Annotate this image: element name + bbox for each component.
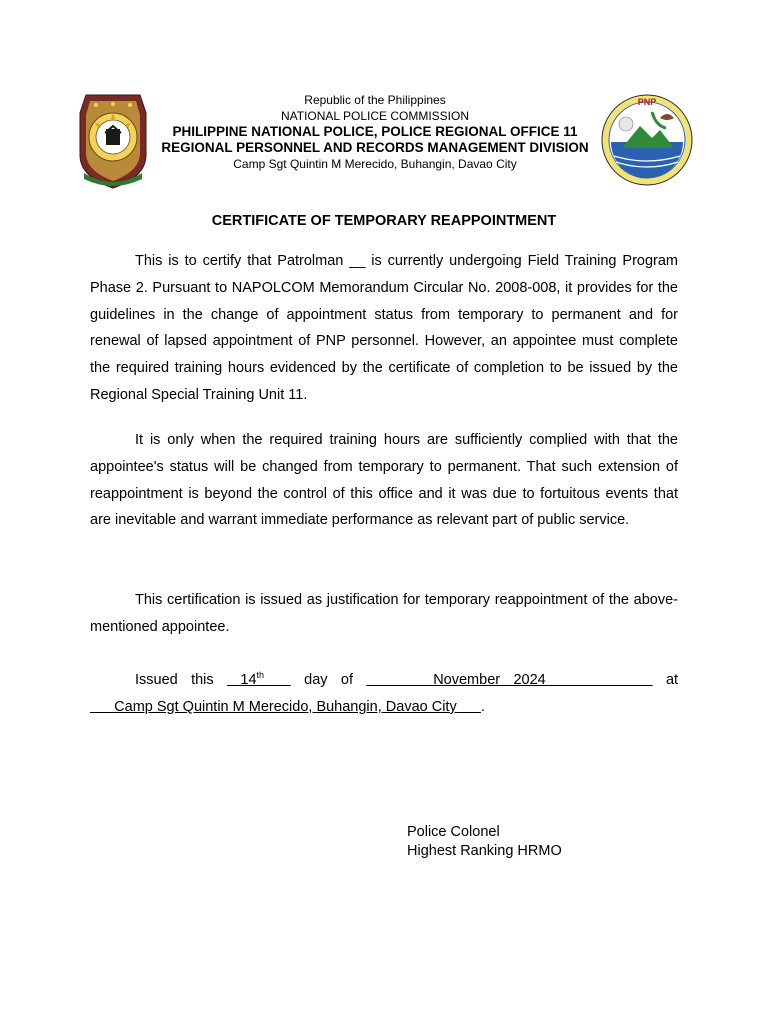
pro11-seal-text: PNP bbox=[637, 97, 657, 107]
signature-block bbox=[407, 823, 562, 861]
signatory-position: Highest Ranking HRMO bbox=[407, 843, 562, 859]
issued-day-suffix: th bbox=[256, 670, 265, 681]
letterhead-republic: Republic of the Philippines bbox=[304, 93, 446, 107]
body-paragraph-3 bbox=[90, 587, 678, 641]
issued-at: at bbox=[665, 672, 679, 688]
letterhead-napolcom: NATIONAL POLICE COMMISSION bbox=[280, 109, 470, 123]
body-paragraph-1 bbox=[90, 248, 678, 409]
pro11-seal-icon bbox=[600, 92, 694, 188]
letterhead bbox=[150, 92, 600, 172]
body-paragraph-2 bbox=[90, 427, 678, 534]
issued-end: . bbox=[480, 698, 485, 715]
issued-day-field bbox=[227, 672, 291, 688]
issued-day-of: day of bbox=[304, 672, 354, 688]
pnp-seal-icon bbox=[76, 93, 150, 189]
issued-day: 14 bbox=[240, 672, 257, 688]
letterhead-address: Camp Sgt Quintin M Merecido, Buhangin, Davao City bbox=[233, 157, 517, 171]
issued-month-year-field bbox=[366, 672, 652, 688]
signatory-rank: Police Colonel bbox=[407, 824, 500, 840]
letterhead-division: REGIONAL PERSONNEL AND RECORDS MANAGEMENT DIVISION bbox=[161, 140, 589, 155]
issued-month-year: November 2024 bbox=[433, 672, 546, 688]
issued-place: Camp Sgt Quintin M Merecido, Buhangin, Davao City bbox=[114, 698, 457, 715]
body-paragraph-3-text: This certification is issued as justification for temporary reappointment of the above-mentioned appointee. bbox=[90, 592, 678, 635]
body-paragraph-2-text: It is only when the required training hours are sufficiently complied with that the appointee's status will be changed from temporary to permanent. That such extension of reappointment is beyond the control of this office and it was due to fortuitous events that are inevitable and warrant immediate performance as relevant part of public service. bbox=[90, 432, 678, 529]
issued-place-field bbox=[90, 699, 481, 715]
issued-paragraph bbox=[90, 667, 678, 721]
document-title: CERTIFICATE OF TEMPORARY REAPPOINTMENT bbox=[211, 213, 557, 229]
letterhead-pnp-office: PHILIPPINE NATIONAL POLICE, POLICE REGIONAL OFFICE 11 bbox=[172, 124, 578, 139]
issued-prefix: Issued this bbox=[135, 672, 214, 688]
body-paragraph-1-text: This is to certify that Patrolman __ is currently undergoing Field Training Program Phase 2. Pursuant to NAPOLCOM Memorandum Circular No. 2008-008, it provides for the guidelines in the change of appointment status from temporary to permanent and for renewal of lapsed appointment of PNP personnel. However, an appointee must complete the required training hours evidenced by the certificate of completion to be issued by the Regional Special Training Unit 11. bbox=[90, 253, 678, 403]
